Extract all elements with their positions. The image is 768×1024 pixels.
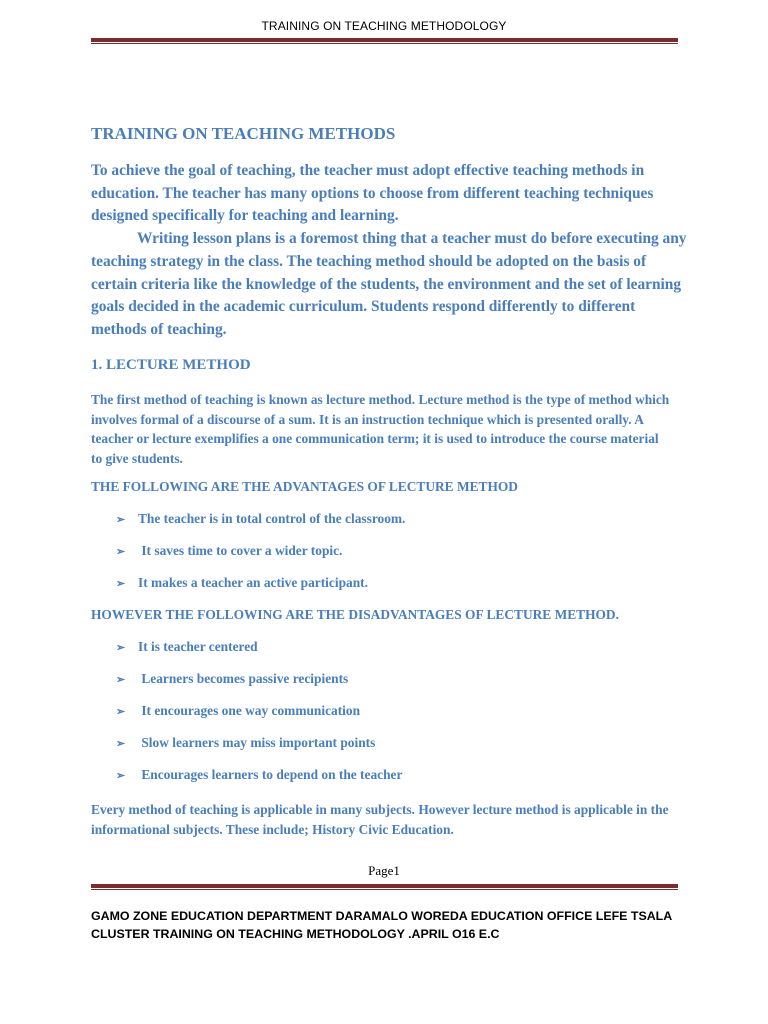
arrowhead-bullet-icon: ➢	[116, 578, 126, 590]
advantages-heading: THE FOLLOWING ARE THE ADVANTAGES OF LECTURE METHOD	[91, 479, 518, 494]
header-title: TRAINING ON TEACHING METHODOLOGY	[261, 19, 507, 33]
list-item-text: The teacher is in total control of the classroom.	[138, 511, 406, 526]
list-item	[116, 767, 402, 787]
list-item-text: It makes a teacher an active participant.	[138, 575, 368, 590]
arrowhead-bullet-icon: ➢	[116, 706, 126, 718]
section-heading: 1. LECTURE METHOD	[91, 357, 251, 373]
intro-paragraphs	[91, 160, 691, 342]
list-item	[116, 671, 348, 691]
arrowhead-bullet-icon: ➢	[116, 770, 126, 782]
arrowhead-bullet-icon: ➢	[116, 546, 126, 558]
arrowhead-bullet-icon: ➢	[116, 674, 126, 686]
list-item-text: Learners becomes passive recipients	[138, 671, 349, 686]
document-title: TRAINING ON TEACHING METHODS	[91, 124, 396, 143]
closing-paragraph: Every method of teaching is applicable in many subjects. However lecture method is applicable in the informational subjects. These include; History Civic Education.	[91, 802, 669, 837]
arrowhead-bullet-icon: ➢	[116, 514, 126, 526]
list-item	[116, 639, 258, 659]
arrowhead-bullet-icon: ➢	[116, 642, 126, 654]
footer-text	[91, 907, 691, 943]
list-item-text: It saves time to cover a wider topic.	[138, 543, 343, 558]
list-item-text: It encourages one way communication	[138, 703, 361, 718]
list-item	[116, 575, 368, 595]
footer-line: CLUSTER TRAINING ON TEACHING METHODOLOGY .APRIL O16 E.C	[91, 927, 500, 941]
footer-line: GAMO ZONE EDUCATION DEPARTMENT DARAMALO WOREDA EDUCATION OFFICE LEFE TSALA	[91, 909, 673, 923]
arrowhead-bullet-icon: ➢	[116, 738, 126, 750]
list-item	[116, 511, 405, 531]
header-divider	[91, 38, 678, 44]
list-item-text: Encourages learners to depend on the teacher	[138, 767, 403, 782]
list-item	[116, 543, 342, 563]
lecture-paragraph: The first method of teaching is known as lecture method. Lecture method is the type of method which involves formal of a discourse of a sum. It is an instruction technique which is presented orally. A teacher or lecture exemplifies a one communication term; it is used to introduce the course material to give students.	[91, 392, 670, 466]
list-item	[116, 735, 375, 755]
intro-paragraph: To achieve the goal of teaching, the teacher must adopt effective teaching methods in education. The teacher has many options to choose from different teaching techniques designed specifically for teaching and learning.	[91, 162, 654, 225]
list-item-text: Slow learners may miss important points	[138, 735, 376, 750]
list-item	[116, 703, 360, 723]
intro-paragraph: Writing lesson plans is a foremost thing that a teacher must do before executing any teaching strategy in the class. The teaching method should be adopted on the basis of certain criteria like the knowledge of the students, the environment and the set of learning goals decided in the academic curriculum. Students respond differently to different methods of teaching.	[91, 230, 687, 338]
list-item-text: It is teacher centered	[138, 639, 258, 654]
page-number: Page1	[368, 863, 400, 878]
footer-divider	[91, 884, 678, 890]
disadvantages-heading: HOWEVER THE FOLLOWING ARE THE DISADVANTAGES OF LECTURE METHOD.	[91, 607, 619, 622]
